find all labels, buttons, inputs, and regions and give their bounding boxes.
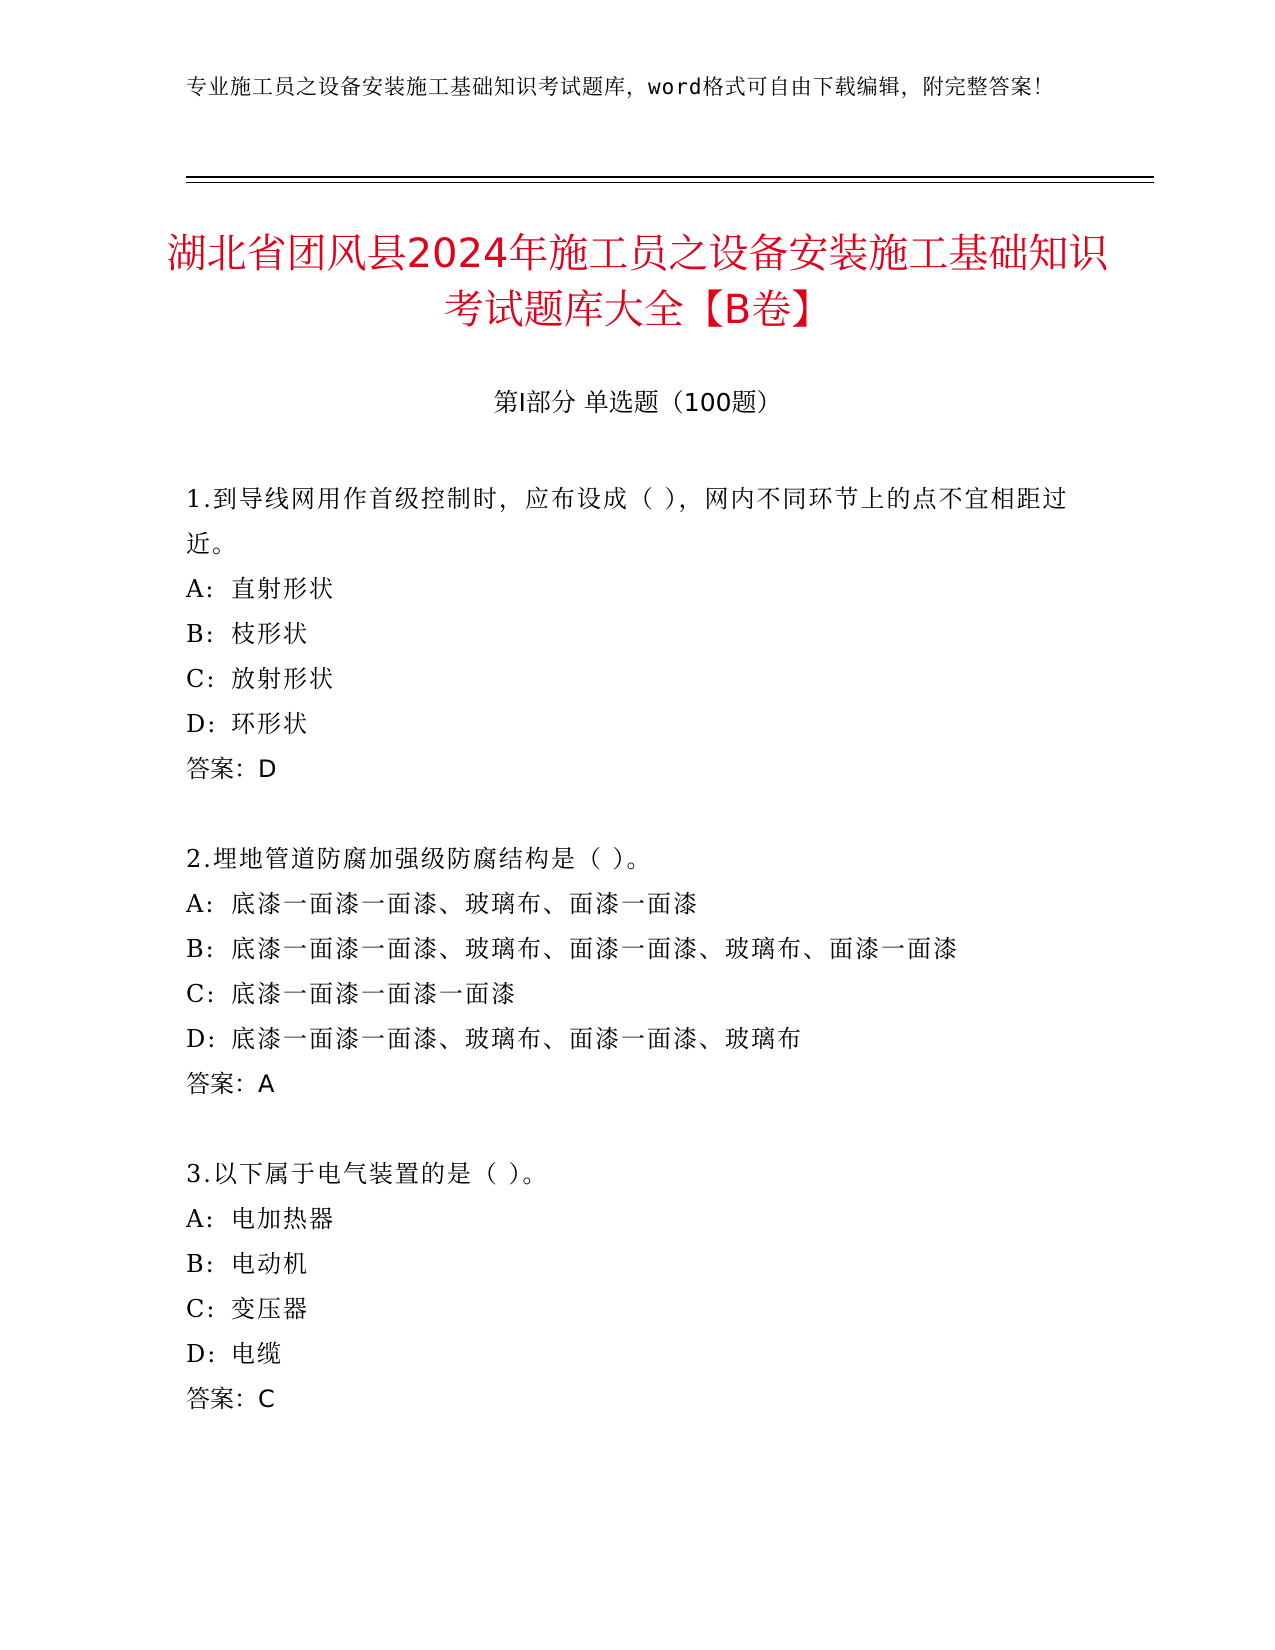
question-2 xyxy=(186,837,1086,1107)
option-text: 底漆一面漆一面漆、玻璃布、面漆一面漆、玻璃布、面漆一面漆 xyxy=(231,935,959,963)
section-title: 第Ⅰ部分 单选题（100题） xyxy=(493,388,782,417)
option-a xyxy=(186,567,1086,612)
question-1 xyxy=(186,477,1086,792)
option-c xyxy=(186,972,1086,1017)
option-letter: D: xyxy=(186,1025,218,1053)
option-letter: C: xyxy=(186,665,217,693)
option-letter: A: xyxy=(186,575,216,603)
option-letter: B: xyxy=(186,935,216,963)
header-rule-thick xyxy=(186,176,1154,178)
option-letter: A: xyxy=(186,1205,216,1233)
question-stem: 1.到导线网用作首级控制时，应布设成（ ），网内不同环节上的点不宜相距过近。 xyxy=(186,485,1069,558)
option-d xyxy=(186,1332,1086,1377)
option-a xyxy=(186,1197,1086,1242)
document-title: 湖北省团风县2024年施工员之设备安装施工基础知识考试题库大全【B卷】 xyxy=(166,231,1109,333)
option-text: 枝形状 xyxy=(231,620,309,648)
option-text: 底漆一面漆一面漆一面漆 xyxy=(231,980,517,1008)
answer-line: 答案：A xyxy=(186,1070,275,1098)
option-text: 电加热器 xyxy=(231,1205,335,1233)
option-letter: C: xyxy=(186,1295,217,1323)
header-rule-thin xyxy=(186,182,1154,183)
option-b xyxy=(186,612,1086,657)
option-letter: C: xyxy=(186,980,217,1008)
option-d xyxy=(186,1017,1086,1062)
option-text: 环形状 xyxy=(231,710,309,738)
question-3 xyxy=(186,1152,1086,1422)
option-letter: B: xyxy=(186,1250,216,1278)
answer-line: 答案：C xyxy=(186,1385,275,1413)
option-text: 电动机 xyxy=(231,1250,309,1278)
question-stem: 2.埋地管道防腐加强级防腐结构是（ ）。 xyxy=(186,845,653,873)
option-text: 电缆 xyxy=(231,1340,283,1368)
question-stem: 3.以下属于电气装置的是（ ）。 xyxy=(186,1160,549,1188)
option-text: 变压器 xyxy=(231,1295,309,1323)
option-d xyxy=(186,702,1086,747)
header-note: 专业施工员之设备安装施工基础知识考试题库，word格式可自由下载编辑，附完整答案！ xyxy=(186,75,1055,99)
option-letter: D: xyxy=(186,1340,218,1368)
option-letter: D: xyxy=(186,710,218,738)
option-text: 放射形状 xyxy=(231,665,335,693)
option-letter: B: xyxy=(186,620,216,648)
option-b xyxy=(186,927,1086,972)
option-c xyxy=(186,657,1086,702)
option-a xyxy=(186,882,1086,927)
answer-line: 答案：D xyxy=(186,755,277,783)
option-text: 直射形状 xyxy=(231,575,335,603)
option-b xyxy=(186,1242,1086,1287)
option-letter: A: xyxy=(186,890,216,918)
option-text: 底漆一面漆一面漆、玻璃布、面漆一面漆 xyxy=(231,890,699,918)
option-c xyxy=(186,1287,1086,1332)
question-list xyxy=(186,477,1086,1467)
option-text: 底漆一面漆一面漆、玻璃布、面漆一面漆、玻璃布 xyxy=(231,1025,803,1053)
